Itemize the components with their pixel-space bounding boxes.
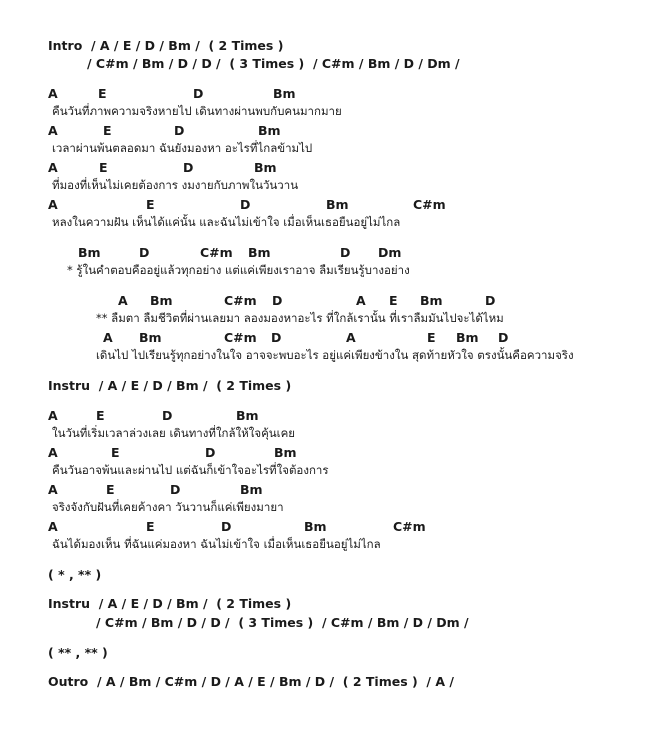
chord: E: [99, 160, 108, 175]
chord: Bm: [78, 245, 101, 260]
chord: Bm: [304, 519, 327, 534]
lyric-line: ที่มองที่เห็นไม่เคยต้องการ งมงายกับภาพในวันวาน: [52, 178, 299, 192]
chord: D: [162, 408, 173, 423]
chord: D: [221, 519, 232, 534]
chord: D: [193, 86, 204, 101]
chord: D: [271, 330, 282, 345]
chord: Bm: [420, 293, 443, 308]
chord: E: [96, 408, 105, 423]
chord: E: [146, 519, 155, 534]
chord: A: [48, 445, 58, 460]
instru-line: Instru / A / E / D / Bm / ( 2 Times ): [48, 378, 292, 393]
lyric-line: หลงในความฝัน เห็นได้แค่นั้น และฉันไม่เข้าใจ เมื่อเห็นเธอยืนอยู่ไม่ไกล: [52, 215, 401, 229]
chord: A: [48, 160, 58, 175]
instru-line: Instru / A / E / D / Bm / ( 2 Times ): [48, 596, 292, 611]
chord: Dm: [378, 245, 402, 260]
chord: D: [485, 293, 496, 308]
chord: E: [111, 445, 120, 460]
chord: E: [427, 330, 436, 345]
chord: D: [240, 197, 251, 212]
lyric-line: เดินไป ไปเรียนรู้ทุกอย่างในใจ อาจจะพบอะไร อยู่แค่เพียงข้างใน สุดท้ายหัวใจ ตรงนั้นคือความจริง: [96, 348, 574, 362]
chord: A: [48, 86, 58, 101]
chord: C#m: [393, 519, 426, 534]
lyric-line: คืนวันที่ภาพความจริงหายไป เดินทางผ่านพบกับคนมากมาย: [52, 104, 342, 118]
chord: C#m: [413, 197, 446, 212]
chord: D: [272, 293, 283, 308]
chord: A: [48, 482, 58, 497]
lyric-line: * รู้ในคำตอบคืออยู่แล้วทุกอย่าง แต่แค่เพียงเราอาจ ลืมเรียนรู้บางอย่าง: [67, 263, 410, 277]
chord: Bm: [240, 482, 263, 497]
chord: Bm: [236, 408, 259, 423]
chord: C#m: [224, 330, 257, 345]
chord: C#m: [200, 245, 233, 260]
chord: A: [48, 123, 58, 138]
chord: A: [346, 330, 356, 345]
chord: A: [48, 197, 58, 212]
chord: D: [340, 245, 351, 260]
chord: Bm: [326, 197, 349, 212]
chord: Bm: [139, 330, 162, 345]
chord: A: [103, 330, 113, 345]
lyric-line: เวลาผ่านพ้นตลอดมา ฉันยังมองหา อะไรที่ไกลข้ามไป: [52, 141, 313, 155]
chord: E: [103, 123, 112, 138]
chord: D: [139, 245, 150, 260]
chord: A: [356, 293, 366, 308]
intro-line: Intro / A / E / D / Bm / ( 2 Times ): [48, 38, 284, 53]
chord: E: [389, 293, 398, 308]
chord: A: [48, 408, 58, 423]
repeat-line: ( * , ** ): [48, 567, 102, 582]
chord: Bm: [273, 86, 296, 101]
chord: D: [183, 160, 194, 175]
chord: Bm: [254, 160, 277, 175]
lyric-line: ** ลืมตา ลืมชีวิตที่ผ่านเลยมา ลองมองหาอะไร ที่ใกล้เรานั้น ที่เราลืมมันไปจะได้ไหม: [96, 311, 504, 325]
chord: Bm: [274, 445, 297, 460]
instru-line-2: / C#m / Bm / D / D / ( 3 Times ) / C#m / Bm / D / Dm /: [96, 615, 469, 630]
chord: A: [48, 519, 58, 534]
chord: Bm: [456, 330, 479, 345]
chord: E: [98, 86, 107, 101]
chord: D: [205, 445, 216, 460]
chord: C#m: [224, 293, 257, 308]
repeat-line: ( ** , ** ): [48, 645, 108, 660]
lyric-line: คืนวันอาจพ้นและผ่านไป แต่ฉันก็เข้าใจอะไรที่ใจต้องการ: [52, 463, 329, 477]
chord: D: [174, 123, 185, 138]
chord: Bm: [258, 123, 281, 138]
chord: A: [118, 293, 128, 308]
outro-line: Outro / A / Bm / C#m / D / A / E / Bm / D / ( 2 Times ) / A /: [48, 674, 454, 689]
lyric-line: ฉันได้มองเห็น ที่ฉันแค่มองหา ฉันไม่เข้าใจ เมื่อเห็นเธอยืนอยู่ไม่ไกล: [52, 537, 381, 551]
chord: Bm: [248, 245, 271, 260]
chord: D: [170, 482, 181, 497]
lyric-line: จริงจังกับฝันที่เคยค้างคา วันวานก็แค่เพียงมายา: [52, 500, 284, 514]
chord: D: [498, 330, 509, 345]
chord: Bm: [150, 293, 173, 308]
chord: E: [106, 482, 115, 497]
lyric-line: ในวันที่เริ่มเวลาล่วงเลย เดินทางที่ใกล้ให้ใจคุ้นเคย: [52, 426, 296, 440]
intro-line-2: / C#m / Bm / D / D / ( 3 Times ) / C#m / Bm / D / Dm /: [87, 56, 460, 71]
chord: E: [146, 197, 155, 212]
